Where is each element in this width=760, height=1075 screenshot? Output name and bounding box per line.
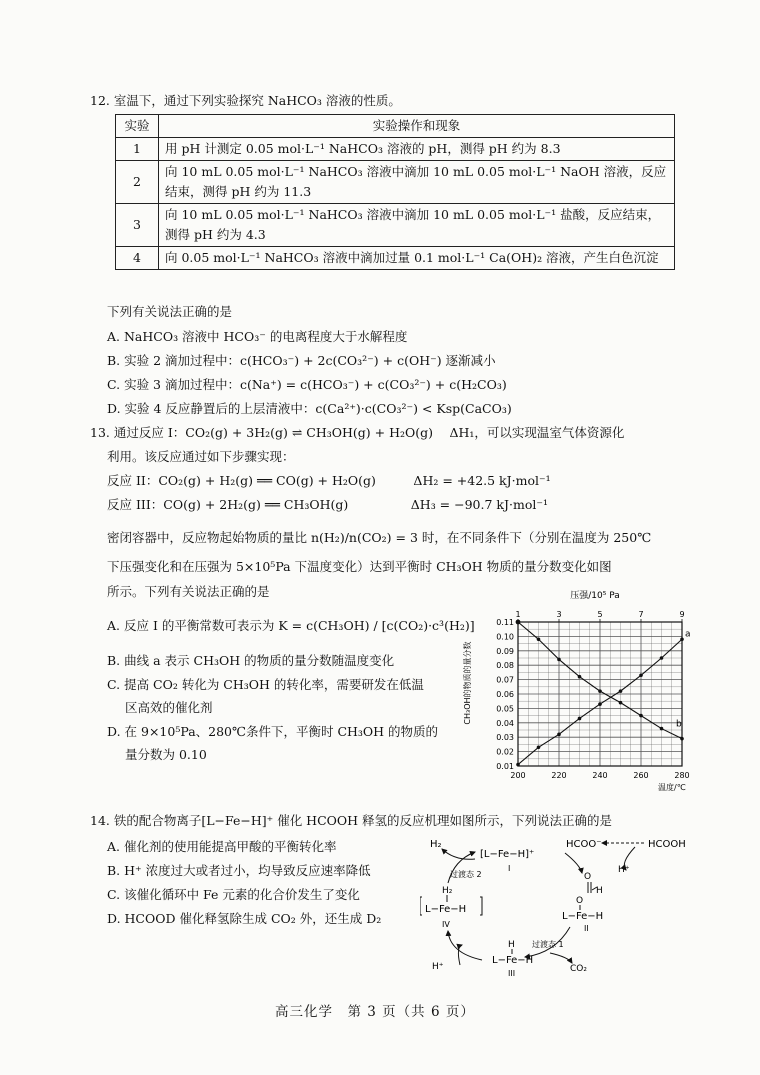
q12-option-d: D. 实验 4 反应静置后的上层清液中：c(Ca²⁺)·c(CO₃²⁻) < Ksp(CaCO₃) bbox=[107, 401, 512, 416]
data-point bbox=[660, 656, 664, 660]
q12-option-c: C. 实验 3 滴加过程中：c(Na⁺) = c(HCO₃⁻) + c(CO₃²⁻) + c(H₂CO₃) bbox=[107, 377, 507, 392]
row-num: 2 bbox=[116, 161, 159, 204]
row-text: 向 10 mL 0.05 mol·L⁻¹ NaHCO₃ 溶液中滴加 10 mL 0.05 mol·L⁻¹ NaOH 溶液，反应结束，测得 pH 约为 11.3 bbox=[159, 161, 675, 204]
y-tick-label: 0.04 bbox=[496, 718, 514, 728]
q13-condition-line1: 密闭容器中，反应物起始物质的量比 n(H₂)/n(CO₂) = 3 时，在不同条件下（分别在温度为 250℃ bbox=[107, 530, 652, 545]
species-ii-o-top: O bbox=[584, 872, 592, 882]
data-point bbox=[680, 637, 684, 641]
q13-option-b: B. 曲线 a 表示 CH₃OH 的物质的量分数随温度变化 bbox=[107, 653, 395, 668]
table-header-operation: 实验操作和现象 bbox=[159, 115, 675, 138]
curve-label-b: b bbox=[676, 719, 682, 730]
data-point bbox=[680, 737, 684, 741]
q13-reaction2: 反应 II：CO₂(g) + H₂(g) ══ CO(g) + H₂O(g) ΔH₂ = +42.5 kJ·mol⁻¹ bbox=[107, 473, 551, 488]
methanol-fraction-chart bbox=[460, 588, 710, 793]
y-axis-ticks bbox=[496, 618, 514, 771]
table-row bbox=[116, 138, 675, 161]
data-point bbox=[660, 727, 664, 731]
y-tick-label: 0.10 bbox=[496, 632, 514, 642]
page-footer: 高三化学 第 3 页（共 6 页） bbox=[275, 1004, 475, 1020]
x-tick-label: 240 bbox=[592, 771, 608, 780]
species-ii-o: O bbox=[576, 896, 584, 906]
y-tick-label: 0.05 bbox=[496, 704, 514, 714]
data-point bbox=[578, 717, 582, 721]
species-iv-h2: H₂ bbox=[442, 886, 453, 896]
q13-option-d1: D. 在 9×10⁵Pa、280℃条件下，平衡时 CH₃OH 的物质的 bbox=[107, 724, 439, 739]
data-point bbox=[598, 689, 602, 693]
q13-option-a: A. 反应 I 的平衡常数可表示为 K = c(CH₃OH) / [c(CO₂)·c³(H₂)] bbox=[107, 618, 475, 633]
species-ii-core: L−Fe−H bbox=[562, 911, 604, 922]
q13-option-c1: C. 提高 CO₂ 转化为 CH₃OH 的转化率，需要研发在低温 bbox=[107, 677, 424, 692]
species-iii-h: H bbox=[508, 940, 515, 950]
x-tick-label: 220 bbox=[551, 771, 567, 780]
row-text: 向 10 mL 0.05 mol·L⁻¹ NaHCO₃ 溶液中滴加 10 mL 0.05 mol·L⁻¹ 盐酸，反应结束，测得 pH 约为 4.3 bbox=[159, 204, 675, 247]
data-point bbox=[557, 733, 561, 737]
y-tick-label: 0.01 bbox=[496, 762, 514, 771]
q12-option-a: A. NaHCO₃ 溶液中 HCO₃⁻ 的电离程度大于水解程度 bbox=[107, 329, 408, 344]
row-text: 向 0.05 mol·L⁻¹ NaHCO₃ 溶液中滴加过量 0.1 mol·L⁻¹ Ca(OH)₂ 溶液，产生白色沉淀 bbox=[159, 247, 675, 270]
chart-title: 压强/10⁵ Pa bbox=[570, 591, 620, 601]
data-point bbox=[516, 620, 521, 625]
q14-option-c: C. 该催化循环中 Fe 元素的化合价发生了变化 bbox=[107, 887, 360, 902]
data-point bbox=[537, 637, 541, 641]
species-iii-core: L−Fe−H bbox=[492, 955, 534, 966]
transition-state-2: 过渡态 2 bbox=[450, 870, 482, 879]
species-ii-h: H bbox=[596, 886, 603, 896]
species-iv-label: IV bbox=[442, 920, 450, 929]
q12-table bbox=[115, 114, 675, 270]
species-i-label: I bbox=[508, 864, 511, 873]
q14-stem: 14. 铁的配合物离子[L−Fe−H]⁺ 催化 HCOOH 释氢的反应机理如图所示，下列说法正确的是 bbox=[90, 813, 613, 828]
h-plus-bottom: H⁺ bbox=[432, 962, 444, 972]
x-axis-label: 温度/℃ bbox=[658, 783, 686, 792]
q13-option-d2: 量分数为 0.10 bbox=[125, 747, 207, 762]
data-point bbox=[516, 763, 520, 767]
h2-product: H₂ bbox=[430, 839, 442, 850]
top-tick-label: 3 bbox=[556, 610, 562, 619]
x-tick-label: 280 bbox=[674, 771, 690, 780]
data-point bbox=[619, 689, 623, 693]
catalytic-cycle-diagram bbox=[420, 835, 710, 985]
top-tick-label: 7 bbox=[638, 610, 644, 619]
data-point bbox=[537, 745, 541, 749]
data-point bbox=[598, 702, 602, 706]
curve-label-a: a bbox=[685, 629, 691, 640]
top-tick-label: 5 bbox=[597, 610, 603, 619]
x-tick-label: 260 bbox=[633, 771, 649, 780]
table-row bbox=[116, 204, 675, 247]
transition-state-1: 过渡态 1 bbox=[532, 940, 564, 949]
y-tick-label: 0.09 bbox=[496, 646, 514, 656]
q14-option-b: B. H⁺ 浓度过大或者过小，均导致反应速率降低 bbox=[107, 863, 371, 878]
top-tick-label: 9 bbox=[679, 610, 685, 619]
data-point bbox=[619, 701, 623, 705]
species-ii-label: II bbox=[584, 924, 589, 933]
y-tick-label: 0.07 bbox=[496, 675, 514, 685]
y-tick-label: 0.06 bbox=[496, 690, 514, 699]
y-tick-label: 0.02 bbox=[496, 747, 514, 757]
q12-prompt: 下列有关说法正确的是 bbox=[107, 304, 233, 319]
q12-stem: 12. 室温下，通过下列实验探究 NaHCO₃ 溶液的性质。 bbox=[90, 93, 401, 108]
row-num: 4 bbox=[116, 247, 159, 270]
q13-stem-line2: 利用。该反应通过如下步骤实现： bbox=[107, 449, 295, 464]
y-tick-label: 0.08 bbox=[496, 661, 514, 671]
q13-option-c2: 区高效的催化剂 bbox=[125, 700, 213, 715]
data-point bbox=[639, 714, 643, 718]
table-header-experiment: 实验 bbox=[116, 115, 159, 138]
q13-condition-line3: 所示。下列有关说法正确的是 bbox=[107, 584, 270, 599]
top-axis-ticks bbox=[515, 610, 684, 622]
data-point bbox=[557, 658, 561, 662]
species-iii-label: III bbox=[508, 969, 516, 978]
h-plus-top: H⁺ bbox=[618, 865, 630, 875]
data-point bbox=[578, 675, 582, 679]
y-tick-label: 0.03 bbox=[496, 733, 514, 743]
q14-option-d: D. HCOOD 催化释氢除生成 CO₂ 外，还生成 D₂ bbox=[107, 911, 382, 926]
q12-option-b: B. 实验 2 滴加过程中：c(HCO₃⁻) + 2c(CO₃²⁻) + c(OH⁻) 逐渐减小 bbox=[107, 353, 496, 368]
y-tick-label: 0.11 bbox=[496, 618, 514, 627]
x-tick-label: 200 bbox=[510, 771, 526, 780]
q13-condition-line2: 下压强变化和在压强为 5×10⁵Pa 下温度变化）达到平衡时 CH₃OH 物质的量分数变化如图 bbox=[107, 559, 612, 574]
table-row bbox=[116, 247, 675, 270]
q14-option-a: A. 催化剂的使用能提高甲酸的平衡转化率 bbox=[107, 839, 337, 854]
q13-stem-line1: 13. 通过反应 I：CO₂(g) + 3H₂(g) ⇌ CH₃OH(g) + H₂O(g) ΔH₁，可以实现温室气体资源化 bbox=[90, 425, 625, 440]
co2-product: CO₂ bbox=[570, 964, 587, 974]
row-num: 3 bbox=[116, 204, 159, 247]
y-axis-label: CH₃OH的物质的量分数 bbox=[463, 641, 472, 725]
formate-ion: HCOO⁻ bbox=[566, 839, 602, 850]
row-num: 1 bbox=[116, 138, 159, 161]
formic-acid: HCOOH bbox=[648, 839, 686, 850]
data-point bbox=[639, 673, 643, 677]
x-axis-ticks bbox=[510, 771, 689, 780]
species-iv-core: L−Fe−H bbox=[425, 904, 467, 915]
q13-reaction3: 反应 III：CO(g) + 2H₂(g) ══ CH₃OH(g) ΔH₃ = −90.7 kJ·mol⁻¹ bbox=[107, 497, 548, 512]
table-row bbox=[116, 161, 675, 204]
top-tick-label: 1 bbox=[515, 610, 521, 619]
species-i: [L−Fe−H]⁺ bbox=[480, 849, 535, 860]
row-text: 用 pH 计测定 0.05 mol·L⁻¹ NaHCO₃ 溶液的 pH，测得 pH 约为 8.3 bbox=[159, 138, 675, 161]
